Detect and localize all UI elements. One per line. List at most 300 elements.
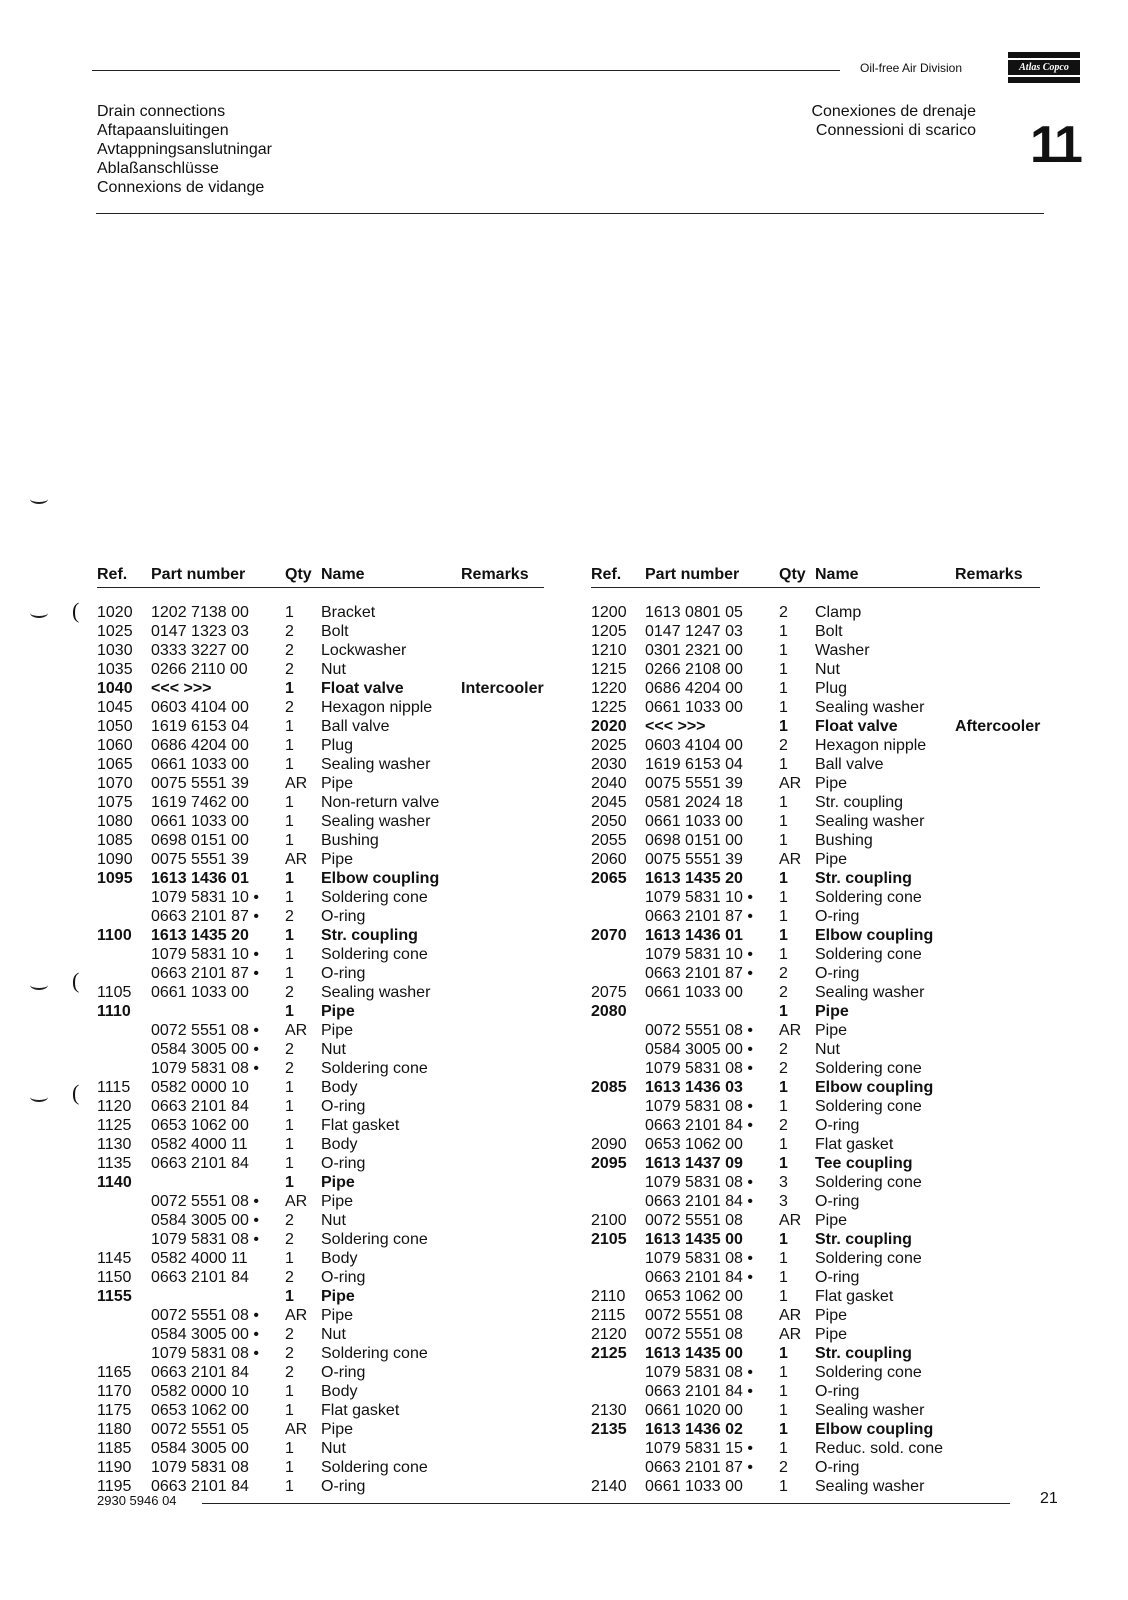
cell-ref: 2120: [591, 1326, 627, 1343]
cell-part-number: [151, 1002, 285, 1021]
table-row: [591, 1458, 1040, 1477]
cell-qty: 2: [779, 604, 788, 621]
cell-ref: [97, 888, 151, 907]
cell-name: Bolt: [321, 623, 349, 640]
cell-ref: 1125: [97, 1117, 132, 1134]
table-row: [591, 1325, 1040, 1344]
cell-name: Pipe: [321, 1421, 354, 1438]
cell-part-number: 0075 5551 39: [645, 775, 743, 792]
cell-remarks: Intercooler: [461, 680, 544, 697]
cell-part-number: 0698 0151 00: [151, 832, 249, 849]
table-row: [97, 1363, 544, 1382]
cell-part-number: 0663 2101 84: [151, 1269, 249, 1286]
cell-remarks: [461, 964, 544, 983]
cell-remarks: [461, 812, 544, 831]
cell-qty: 1: [285, 756, 294, 773]
cell-ref: [97, 1344, 151, 1363]
cell-name: Sealing washer: [321, 756, 431, 773]
cell-part-number: 0663 2101 87 •: [645, 908, 753, 925]
cell-ref: [591, 1040, 645, 1059]
cell-remarks: [461, 1059, 544, 1078]
cell-part-number: 0582 4000 11: [151, 1250, 248, 1267]
table-row: [97, 755, 544, 774]
cell-ref: [591, 1097, 645, 1116]
cell-name: Pipe: [815, 851, 848, 868]
cell-part-number: 0663 2101 84 •: [645, 1383, 753, 1400]
cell-ref: 1065: [97, 756, 133, 773]
cell-remarks: [955, 1192, 1040, 1211]
cell-part-number: 0582 4000 11: [151, 1136, 248, 1153]
table-row: [97, 1401, 544, 1420]
table-row: [591, 679, 1040, 698]
cell-part-number: 1079 5831 10 •: [151, 946, 259, 963]
cell-name: Soldering cone: [815, 1250, 922, 1267]
cell-part-number: 1613 1435 00: [645, 1231, 743, 1248]
cell-qty: 2: [779, 1459, 788, 1476]
cell-qty: 1: [779, 623, 788, 640]
cell-qty: 2: [779, 1117, 788, 1134]
table-row: [97, 1135, 544, 1154]
table-row: [591, 983, 1040, 1002]
cell-part-number: 1613 1436 03: [645, 1079, 743, 1096]
cell-qty: 2: [285, 984, 294, 1001]
cell-ref: [591, 1059, 645, 1078]
cell-qty: 2: [285, 1041, 294, 1058]
cell-qty: 1: [285, 1155, 294, 1172]
cell-remarks: [461, 736, 544, 755]
cell-remarks: [461, 1097, 544, 1116]
cell-ref: [591, 1382, 645, 1401]
cell-ref: 2085: [591, 1079, 627, 1096]
cell-qty: 1: [285, 1250, 294, 1267]
cell-name: Nut: [815, 1041, 840, 1058]
cell-part-number: [645, 1002, 779, 1021]
cell-ref: 1040: [97, 680, 133, 697]
cell-qty: 1: [779, 1098, 788, 1115]
cell-name: Soldering cone: [815, 1364, 922, 1381]
table-row: [97, 1382, 544, 1401]
cell-name: Soldering cone: [321, 1459, 428, 1476]
cell-ref: [97, 964, 151, 983]
table-row: [591, 1249, 1040, 1268]
cell-qty: 1: [779, 1345, 788, 1362]
cell-part-number: 0653 1062 00: [645, 1288, 743, 1305]
table-row: [591, 1021, 1040, 1040]
cell-ref: [97, 1192, 151, 1211]
cell-qty: AR: [285, 1193, 308, 1210]
cell-part-number: 1619 7462 00: [151, 794, 249, 811]
cell-qty: 1: [285, 604, 294, 621]
page-number: 21: [1040, 1490, 1058, 1507]
footer-rule: [202, 1503, 1010, 1504]
table-row: [591, 850, 1040, 869]
cell-part-number: 1079 5831 15 •: [645, 1440, 753, 1457]
cell-remarks: [461, 983, 544, 1002]
title-es: Conexiones de drenaje: [811, 103, 976, 120]
cell-name: Str. coupling: [815, 1345, 912, 1362]
cell-name: Pipe: [815, 1326, 848, 1343]
margin-bracket: (: [72, 968, 80, 993]
cell-remarks: [461, 793, 544, 812]
margin-mark: [30, 980, 48, 990]
table-row: [591, 1306, 1040, 1325]
cell-name: Flat gasket: [815, 1288, 894, 1305]
cell-remarks: [955, 1420, 1040, 1439]
cell-remarks: [955, 1249, 1040, 1268]
cell-ref: 2105: [591, 1231, 627, 1248]
cell-part-number: 0333 3227 00: [151, 642, 249, 659]
cell-name: Pipe: [321, 851, 354, 868]
cell-qty: AR: [285, 775, 308, 792]
cell-ref: 2140: [591, 1478, 627, 1495]
parts-table-left: [97, 563, 544, 1496]
cell-name: Body: [321, 1136, 358, 1153]
cell-part-number: <<< >>>: [151, 680, 212, 697]
cell-name: Float valve: [321, 680, 404, 697]
cell-qty: 1: [779, 870, 788, 887]
table-row: [97, 812, 544, 831]
cell-name: O-ring: [321, 1364, 366, 1381]
margin-mark: [30, 608, 48, 618]
cell-qty: 1: [779, 1155, 788, 1172]
table-row: [591, 1287, 1040, 1306]
cell-ref: [591, 1173, 645, 1192]
cell-ref: 1115: [97, 1079, 131, 1096]
cell-ref: [591, 945, 645, 964]
cell-part-number: 1079 5831 08 •: [645, 1098, 753, 1115]
cell-remarks: [955, 812, 1040, 831]
cell-remarks: [955, 793, 1040, 812]
cell-ref: 2045: [591, 794, 627, 811]
cell-part-number: 0603 4104 00: [645, 737, 743, 754]
cell-remarks: [461, 1249, 544, 1268]
cell-remarks: [461, 1173, 544, 1192]
cell-part-number: 0661 1033 00: [151, 756, 249, 773]
cell-part-number: 0661 1033 00: [151, 984, 249, 1001]
cell-part-number: 0266 2110 00: [151, 661, 248, 678]
cell-name: Flat gasket: [321, 1117, 400, 1134]
header-ref: Ref.: [591, 563, 645, 588]
cell-qty: AR: [779, 775, 802, 792]
cell-ref: 2020: [591, 718, 627, 735]
table-row: [97, 717, 544, 736]
table-row: [97, 1306, 544, 1325]
table-row: [97, 964, 544, 983]
table-row: [97, 983, 544, 1002]
cell-ref: [591, 1192, 645, 1211]
cell-ref: 2070: [591, 927, 627, 944]
cell-qty: 1: [779, 1136, 788, 1153]
cell-name: Elbow coupling: [815, 1421, 934, 1438]
table-row: [97, 698, 544, 717]
cell-name: O-ring: [321, 1478, 366, 1495]
cell-remarks: [461, 1382, 544, 1401]
table-row: [591, 793, 1040, 812]
cell-name: Pipe: [321, 1022, 354, 1039]
cell-ref: 1120: [97, 1098, 132, 1115]
cell-name: Soldering cone: [321, 889, 428, 906]
cell-part-number: 0584 3005 00 •: [645, 1041, 753, 1058]
cell-part-number: 0663 2101 84 •: [645, 1117, 753, 1134]
table-body: [591, 588, 1040, 1497]
header-qty: Qty: [285, 563, 321, 588]
cell-name: Flat gasket: [815, 1136, 894, 1153]
cell-remarks: [955, 1173, 1040, 1192]
table-row: [97, 850, 544, 869]
table-row: [591, 926, 1040, 945]
cell-part-number: 1079 5831 08 •: [645, 1250, 753, 1267]
table-row: [591, 907, 1040, 926]
cell-remarks: Aftercooler: [955, 718, 1041, 735]
cell-part-number: 0663 2101 87 •: [645, 1459, 753, 1476]
cell-remarks: [461, 1192, 544, 1211]
cell-remarks: [955, 1230, 1040, 1249]
table-row: [97, 1059, 544, 1078]
cell-name: Float valve: [815, 718, 898, 735]
cell-remarks: [955, 622, 1040, 641]
cell-part-number: 0072 5551 08 •: [151, 1193, 259, 1210]
cell-ref: 1165: [97, 1364, 132, 1381]
cell-qty: 1: [779, 1003, 788, 1020]
table-row: [97, 1211, 544, 1230]
cell-remarks: [955, 1059, 1040, 1078]
cell-part-number: 0072 5551 08: [645, 1326, 743, 1343]
cell-remarks: [461, 1477, 544, 1496]
cell-name: Pipe: [321, 1307, 354, 1324]
cell-part-number: 0686 4204 00: [151, 737, 249, 754]
cell-remarks: [461, 1344, 544, 1363]
cell-qty: 1: [285, 1288, 294, 1305]
cell-part-number: 0075 5551 39: [151, 775, 249, 792]
cell-remarks: [461, 1268, 544, 1287]
cell-ref: 2125: [591, 1345, 627, 1362]
cell-ref: 1215: [591, 661, 627, 678]
cell-name: Pipe: [321, 1193, 354, 1210]
cell-qty: 1: [285, 813, 294, 830]
cell-part-number: 1613 1436 01: [645, 927, 743, 944]
cell-ref: 2110: [591, 1288, 626, 1305]
cell-name: Washer: [815, 642, 870, 659]
section-number: 11: [1030, 116, 1081, 174]
cell-ref: [97, 1021, 151, 1040]
table-row: [97, 660, 544, 679]
cell-part-number: 0582 0000 10: [151, 1383, 249, 1400]
cell-name: Lockwasher: [321, 642, 407, 659]
cell-qty: 2: [285, 1231, 294, 1248]
parts-table-right: [591, 563, 1040, 1496]
cell-remarks: [955, 926, 1040, 945]
table-row: [97, 831, 544, 850]
cell-part-number: 0663 2101 87 •: [151, 908, 259, 925]
cell-part-number: 0584 3005 00: [151, 1440, 249, 1457]
cell-name: Pipe: [815, 775, 848, 792]
cell-name: Elbow coupling: [815, 927, 934, 944]
cell-qty: 1: [285, 1174, 294, 1191]
cell-ref: 1030: [97, 642, 133, 659]
cell-qty: 1: [779, 1250, 788, 1267]
cell-ref: 1075: [97, 794, 133, 811]
table-row: [97, 1230, 544, 1249]
table-row: [97, 1458, 544, 1477]
cell-name: O-ring: [321, 965, 366, 982]
table-row: [97, 1154, 544, 1173]
cell-name: Str. coupling: [815, 794, 904, 811]
cell-ref: [97, 1230, 151, 1249]
cell-remarks: [955, 1040, 1040, 1059]
cell-part-number: 1613 0801 05: [645, 604, 743, 621]
cell-qty: 1: [779, 1231, 788, 1248]
cell-remarks: [461, 1211, 544, 1230]
cell-name: O-ring: [815, 1193, 860, 1210]
cell-name: Plug: [321, 737, 354, 754]
table-row: [97, 1021, 544, 1040]
table-row: [97, 1192, 544, 1211]
cell-part-number: 1613 1435 20: [645, 870, 743, 887]
cell-remarks: [955, 1477, 1040, 1496]
cell-qty: 1: [285, 1098, 294, 1115]
cell-name: Sealing washer: [321, 813, 431, 830]
cell-qty: 2: [285, 1345, 294, 1362]
cell-remarks: [461, 1002, 544, 1021]
table-row: [97, 1173, 544, 1192]
cell-qty: AR: [779, 1022, 802, 1039]
table-row: [97, 1097, 544, 1116]
cell-qty: 1: [779, 661, 788, 678]
cell-qty: 1: [285, 832, 294, 849]
cell-remarks: [461, 1135, 544, 1154]
cell-qty: 1: [285, 737, 294, 754]
cell-remarks: [955, 1154, 1040, 1173]
cell-remarks: [955, 1097, 1040, 1116]
cell-remarks: [955, 736, 1040, 755]
cell-name: Bolt: [815, 623, 843, 640]
cell-ref: 2095: [591, 1155, 627, 1172]
cell-part-number: 0072 5551 08: [645, 1212, 743, 1229]
cell-ref: 1060: [97, 737, 133, 754]
cell-remarks: [461, 888, 544, 907]
cell-part-number: 0072 5551 08 •: [151, 1307, 259, 1324]
cell-qty: 1: [779, 1383, 788, 1400]
table-header-row: [97, 563, 544, 588]
cell-part-number: 1079 5831 10 •: [645, 946, 753, 963]
cell-remarks: [461, 1021, 544, 1040]
cell-remarks: [955, 869, 1040, 888]
table-row: [591, 1154, 1040, 1173]
cell-ref: 1130: [97, 1136, 132, 1153]
cell-qty: 1: [285, 1003, 294, 1020]
cell-remarks: [955, 983, 1040, 1002]
cell-ref: 2065: [591, 870, 627, 887]
header-name: Name: [815, 563, 955, 588]
cell-qty: AR: [285, 1307, 308, 1324]
cell-qty: 1: [779, 794, 788, 811]
cell-name: Plug: [815, 680, 848, 697]
cell-remarks: [955, 1382, 1040, 1401]
table-row: [97, 679, 544, 698]
cell-name: Nut: [321, 1326, 346, 1343]
table-row: [591, 1439, 1040, 1458]
cell-remarks: [955, 698, 1040, 717]
cell-qty: AR: [779, 1212, 802, 1229]
cell-name: Sealing washer: [815, 699, 925, 716]
cell-qty: 1: [779, 756, 788, 773]
cell-part-number: 0072 5551 08 •: [645, 1022, 753, 1039]
cell-remarks: [955, 831, 1040, 850]
cell-qty: 1: [779, 908, 788, 925]
margin-bracket: (: [72, 1080, 80, 1105]
cell-qty: 1: [779, 642, 788, 659]
table-row: [591, 698, 1040, 717]
table-row: [97, 641, 544, 660]
cell-name: O-ring: [815, 1459, 860, 1476]
margin-mark: [30, 1092, 48, 1102]
cell-name: Sealing washer: [815, 1478, 925, 1495]
cell-part-number: 1079 5831 08: [151, 1459, 249, 1476]
cell-qty: 1: [285, 1478, 294, 1495]
cell-ref: 1195: [97, 1478, 132, 1495]
cell-ref: [591, 1249, 645, 1268]
cell-remarks: [461, 1325, 544, 1344]
table-row: [591, 1002, 1040, 1021]
title-nl: Aftapaansluitingen: [97, 122, 229, 139]
table-row: [97, 736, 544, 755]
cell-qty: 2: [285, 623, 294, 640]
cell-part-number: 0653 1062 00: [151, 1117, 249, 1134]
cell-ref: 2080: [591, 1003, 627, 1020]
cell-remarks: [955, 641, 1040, 660]
cell-qty: 1: [779, 718, 788, 735]
cell-part-number: 0584 3005 00 •: [151, 1041, 259, 1058]
cell-ref: 2040: [591, 775, 627, 792]
cell-remarks: [461, 1420, 544, 1439]
cell-remarks: [461, 660, 544, 679]
table-row: [97, 888, 544, 907]
cell-ref: 2075: [591, 984, 627, 1001]
title-en: Drain connections: [97, 103, 226, 120]
cell-part-number: 0686 4204 00: [645, 680, 743, 697]
cell-name: Soldering cone: [815, 889, 922, 906]
cell-part-number: 1079 5831 08 •: [645, 1364, 753, 1381]
cell-name: Soldering cone: [815, 1060, 922, 1077]
cell-ref: 1205: [591, 623, 627, 640]
cell-qty: 2: [285, 1060, 294, 1077]
cell-ref: [97, 907, 151, 926]
cell-part-number: 1079 5831 08 •: [645, 1060, 753, 1077]
cell-part-number: 1079 5831 08 •: [151, 1345, 259, 1362]
cell-ref: 1210: [591, 642, 627, 659]
cell-qty: 2: [285, 699, 294, 716]
cell-ref: 2130: [591, 1402, 627, 1419]
cell-remarks: [955, 1344, 1040, 1363]
cell-part-number: 0301 2321 00: [645, 642, 743, 659]
cell-ref: [591, 1458, 645, 1477]
cell-ref: 1140: [97, 1174, 132, 1191]
cell-part-number: 0072 5551 05: [151, 1421, 249, 1438]
cell-name: Soldering cone: [815, 1098, 922, 1115]
cell-ref: 1020: [97, 604, 133, 621]
cell-ref: 2060: [591, 851, 627, 868]
table-row: [591, 641, 1040, 660]
cell-part-number: 1613 1437 09: [645, 1155, 743, 1172]
table-row: [591, 1211, 1040, 1230]
cell-remarks: [461, 869, 544, 888]
cell-remarks: [461, 717, 544, 736]
cell-remarks: [955, 907, 1040, 926]
cell-name: Pipe: [321, 1003, 355, 1020]
margin-mark: [30, 494, 48, 504]
table-body: [97, 588, 544, 1497]
cell-part-number: 0663 2101 84: [151, 1155, 249, 1172]
